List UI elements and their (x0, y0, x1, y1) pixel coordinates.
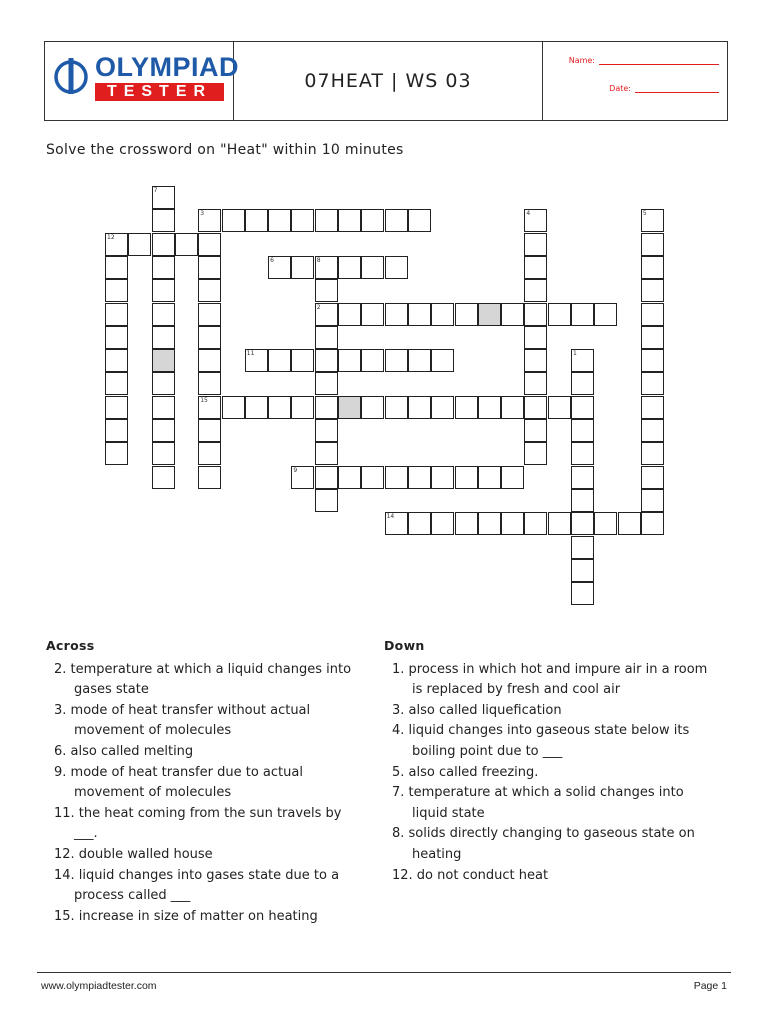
crossword-cell[interactable] (571, 512, 594, 535)
crossword-cell[interactable] (408, 396, 431, 419)
crossword-cell[interactable] (198, 209, 221, 232)
crossword-cell[interactable] (105, 442, 128, 465)
crossword-cell[interactable] (105, 233, 128, 256)
down-clue-list (384, 660, 714, 887)
down-clue: 4. liquid changes into gaseous state below its boiling point due to ___ (392, 723, 690, 759)
crossword-cell[interactable] (431, 396, 454, 419)
crossword-cell[interactable] (408, 512, 431, 535)
crossword-cell[interactable] (385, 303, 408, 326)
crossword-cell[interactable] (571, 442, 594, 465)
crossword-cell[interactable] (152, 256, 175, 279)
crossword-cell[interactable] (268, 209, 291, 232)
crossword-cell[interactable] (198, 419, 221, 442)
crossword-cell[interactable] (152, 349, 175, 372)
crossword-cell[interactable] (408, 209, 431, 232)
crossword-cell[interactable] (198, 303, 221, 326)
crossword-cell[interactable] (571, 536, 594, 559)
across-heading: Across (46, 638, 95, 653)
crossword-cell[interactable] (641, 489, 664, 512)
clue-number: 7 (153, 187, 158, 194)
crossword-cell[interactable] (641, 466, 664, 489)
clue-number: 9 (293, 466, 298, 474)
down-clue: 8. solids directly changing to gaseous state on heating (392, 826, 695, 862)
down-clue: 7. temperature at which a solid changes into liquid state (392, 785, 684, 821)
date-label: Date: (609, 84, 631, 93)
crossword-cell[interactable] (385, 209, 408, 232)
across-clues (46, 636, 366, 927)
crossword-cell[interactable] (361, 256, 384, 279)
down-clue: 5. also called freezing. (392, 764, 539, 780)
down-heading: Down (384, 638, 425, 653)
page-footer (37, 972, 731, 992)
crossword-cell[interactable] (315, 396, 338, 419)
crossword-cell[interactable] (198, 372, 221, 395)
crossword-cell[interactable] (361, 349, 384, 372)
crossword-cell[interactable] (524, 372, 547, 395)
crossword-cell[interactable] (105, 326, 128, 349)
crossword-cell[interactable] (245, 209, 268, 232)
crossword-cell[interactable] (385, 349, 408, 372)
crossword-cell[interactable] (524, 279, 547, 302)
crossword-cell[interactable] (152, 209, 175, 232)
crossword-cell[interactable] (338, 256, 361, 279)
crossword-cell[interactable] (198, 442, 221, 465)
crossword-cell[interactable] (198, 396, 221, 419)
logo-wordmark-top: OLYMPIAD (95, 52, 240, 82)
crossword-cell[interactable] (641, 396, 664, 419)
crossword-cell[interactable] (245, 396, 268, 419)
clue-number: 6 (270, 256, 274, 264)
down-clue: 1. process in which hot and impure air in a room is replaced by fresh and cool air (392, 661, 708, 698)
crossword-cell[interactable] (315, 279, 338, 302)
crossword-cell[interactable] (641, 442, 664, 465)
crossword-cell[interactable] (594, 303, 617, 326)
crossword-cell[interactable] (315, 489, 338, 512)
crossword-cell[interactable] (105, 303, 128, 326)
crossword-cell[interactable] (478, 396, 501, 419)
crossword-cell[interactable] (385, 466, 408, 489)
crossword-cell[interactable] (291, 466, 314, 489)
crossword-cell[interactable] (315, 303, 338, 326)
across-clue: 3. mode of heat transfer without actual movement of molecules (54, 702, 311, 739)
clue-number: 14 (386, 513, 395, 521)
crossword-cell[interactable] (315, 349, 338, 372)
crossword-cell[interactable] (524, 303, 547, 326)
crossword-cell[interactable] (571, 466, 594, 489)
page-number: Page 1 (693, 980, 727, 992)
clue-number: 5 (642, 210, 647, 218)
crossword-cell[interactable] (594, 512, 617, 535)
clue-number: 15 (200, 396, 208, 404)
crossword-cell[interactable] (338, 349, 361, 372)
crossword-cell[interactable] (408, 349, 431, 372)
crossword-cell[interactable] (198, 326, 221, 349)
worksheet-title: 07HEAT | WS 03 (234, 42, 543, 120)
crossword-cell[interactable] (548, 512, 571, 535)
crossword-cell[interactable] (315, 326, 338, 349)
down-clues (384, 636, 714, 886)
crossword-cell[interactable] (222, 209, 245, 232)
crossword-cell[interactable] (641, 279, 664, 302)
crossword-cell[interactable] (338, 303, 361, 326)
crossword-cell[interactable] (408, 303, 431, 326)
crossword-cell[interactable] (478, 303, 501, 326)
crossword-cell[interactable] (315, 442, 338, 465)
crossword-cell[interactable] (501, 303, 524, 326)
clue-number: 1 (573, 350, 577, 358)
crossword-cell[interactable] (152, 372, 175, 395)
crossword-cell[interactable] (198, 233, 221, 256)
clue-number: 11 (246, 350, 255, 358)
footer-url[interactable]: www.olympiadtester.com (41, 980, 157, 992)
across-clue: 12. double walled house (54, 846, 213, 862)
crossword-cell[interactable] (105, 279, 128, 302)
crossword-cell[interactable] (524, 512, 547, 535)
crossword-cell[interactable] (478, 512, 501, 535)
crossword-cell[interactable] (222, 396, 245, 419)
across-clue: 6. also called melting (54, 743, 194, 759)
crossword-cell[interactable] (385, 256, 408, 279)
crossword-cell[interactable] (268, 256, 291, 279)
crossword-cell[interactable] (571, 396, 594, 419)
crossword-cell[interactable] (198, 279, 221, 302)
crossword-cell[interactable] (245, 349, 268, 372)
down-clue: 12. do not conduct heat (392, 867, 549, 883)
crossword-cell[interactable] (105, 372, 128, 395)
clue-number: 8 (316, 256, 321, 264)
crossword-cell[interactable] (524, 349, 547, 372)
crossword-cell[interactable] (431, 303, 454, 326)
crossword-cell[interactable] (152, 279, 175, 302)
crossword-cell[interactable] (268, 349, 291, 372)
crossword-cell[interactable] (524, 256, 547, 279)
clue-number: 4 (526, 210, 531, 218)
crossword-cell[interactable] (641, 209, 664, 232)
across-clue: 15. increase in size of matter on heating (54, 908, 318, 924)
crossword-cell[interactable] (105, 396, 128, 419)
clue-number: 2 (316, 303, 321, 311)
crossword-cell[interactable] (385, 396, 408, 419)
crossword-cell[interactable] (315, 372, 338, 395)
crossword-cell[interactable] (641, 512, 664, 535)
crossword-cell[interactable] (198, 466, 221, 489)
crossword-cell[interactable] (105, 256, 128, 279)
crossword-cell[interactable] (524, 419, 547, 442)
crossword-cell[interactable] (152, 186, 175, 209)
crossword-cell[interactable] (455, 303, 478, 326)
crossword-cell[interactable] (152, 233, 175, 256)
crossword-cell[interactable] (361, 209, 384, 232)
crossword-cell[interactable] (105, 349, 128, 372)
crossword-cell[interactable] (618, 512, 641, 535)
crossword-cell[interactable] (338, 466, 361, 489)
crossword-cell[interactable] (431, 466, 454, 489)
crossword-cell[interactable] (524, 396, 547, 419)
across-clue: 11. the heat coming from the sun travels by ___. (54, 805, 342, 842)
crossword-cell[interactable] (152, 442, 175, 465)
crossword-cell[interactable] (524, 326, 547, 349)
crossword-cell[interactable] (291, 256, 314, 279)
crossword-cell[interactable] (315, 466, 338, 489)
down-clue: 3. also called liquefication (392, 702, 562, 718)
crossword-cell[interactable] (152, 466, 175, 489)
crossword-cell[interactable] (571, 489, 594, 512)
name-label: Name: (568, 56, 595, 65)
crossword-cell[interactable] (455, 512, 478, 535)
crossword-cell[interactable] (338, 209, 361, 232)
crossword-cell[interactable] (548, 396, 571, 419)
crossword-cell[interactable] (571, 303, 594, 326)
crossword-cell[interactable] (152, 396, 175, 419)
crossword-cell[interactable] (571, 419, 594, 442)
instruction-text: Solve the crossword on "Heat" within 10 minutes (46, 142, 404, 158)
crossword-cell[interactable] (175, 233, 198, 256)
crossword-cell[interactable] (571, 559, 594, 582)
across-clue: 14. liquid changes into gases state due to a process called ___ (54, 867, 340, 904)
crossword-cell[interactable] (431, 349, 454, 372)
crossword-cell[interactable] (641, 326, 664, 349)
clue-number: 3 (200, 210, 205, 218)
crossword-cell[interactable] (524, 233, 547, 256)
crossword-cell[interactable] (641, 256, 664, 279)
crossword-cell[interactable] (548, 303, 571, 326)
across-clue: 2. temperature at which a liquid changes into gases state (54, 661, 352, 698)
crossword-cell[interactable] (198, 256, 221, 279)
crossword-cell[interactable] (361, 396, 384, 419)
crossword-cell[interactable] (455, 396, 478, 419)
crossword-cell[interactable] (571, 372, 594, 395)
crossword-cell[interactable] (478, 466, 501, 489)
clue-number: 12 (107, 233, 115, 241)
crossword-cell[interactable] (571, 349, 594, 372)
crossword-cell[interactable] (524, 442, 547, 465)
crossword-cell[interactable] (315, 419, 338, 442)
crossword-cell[interactable] (152, 303, 175, 326)
crossword-cell[interactable] (291, 396, 314, 419)
crossword-cell[interactable] (431, 512, 454, 535)
crossword-cell[interactable] (361, 303, 384, 326)
crossword-cell[interactable] (268, 396, 291, 419)
crossword-cell[interactable] (315, 209, 338, 232)
crossword-cell[interactable] (291, 349, 314, 372)
across-clue-list (46, 660, 366, 928)
crossword-cell[interactable] (455, 466, 478, 489)
crossword-cell[interactable] (152, 419, 175, 442)
crossword-cell[interactable] (571, 582, 594, 605)
across-clue: 9. mode of heat transfer due to actual movement of molecules (54, 764, 303, 801)
crossword-cell[interactable] (105, 419, 128, 442)
crossword-cell[interactable] (501, 466, 524, 489)
crossword-cell[interactable] (291, 209, 314, 232)
crossword-cell[interactable] (501, 512, 524, 535)
crossword-cell[interactable] (315, 256, 338, 279)
crossword-cell[interactable] (524, 209, 547, 232)
crossword-cell[interactable] (641, 303, 664, 326)
crossword-cell[interactable] (338, 396, 361, 419)
crossword-cell[interactable] (198, 349, 221, 372)
crossword-cell[interactable] (641, 349, 664, 372)
crossword-cell[interactable] (152, 326, 175, 349)
crossword-cell[interactable] (408, 466, 431, 489)
crossword-cell[interactable] (128, 233, 151, 256)
crossword-cell[interactable] (385, 512, 408, 535)
crossword-cell[interactable] (361, 466, 384, 489)
crossword-cell[interactable] (501, 396, 524, 419)
logo-wordmark-bottom: TESTER (95, 83, 224, 101)
crossword-cell[interactable] (641, 372, 664, 395)
crossword-cell[interactable] (641, 419, 664, 442)
crossword-cell[interactable] (641, 233, 664, 256)
